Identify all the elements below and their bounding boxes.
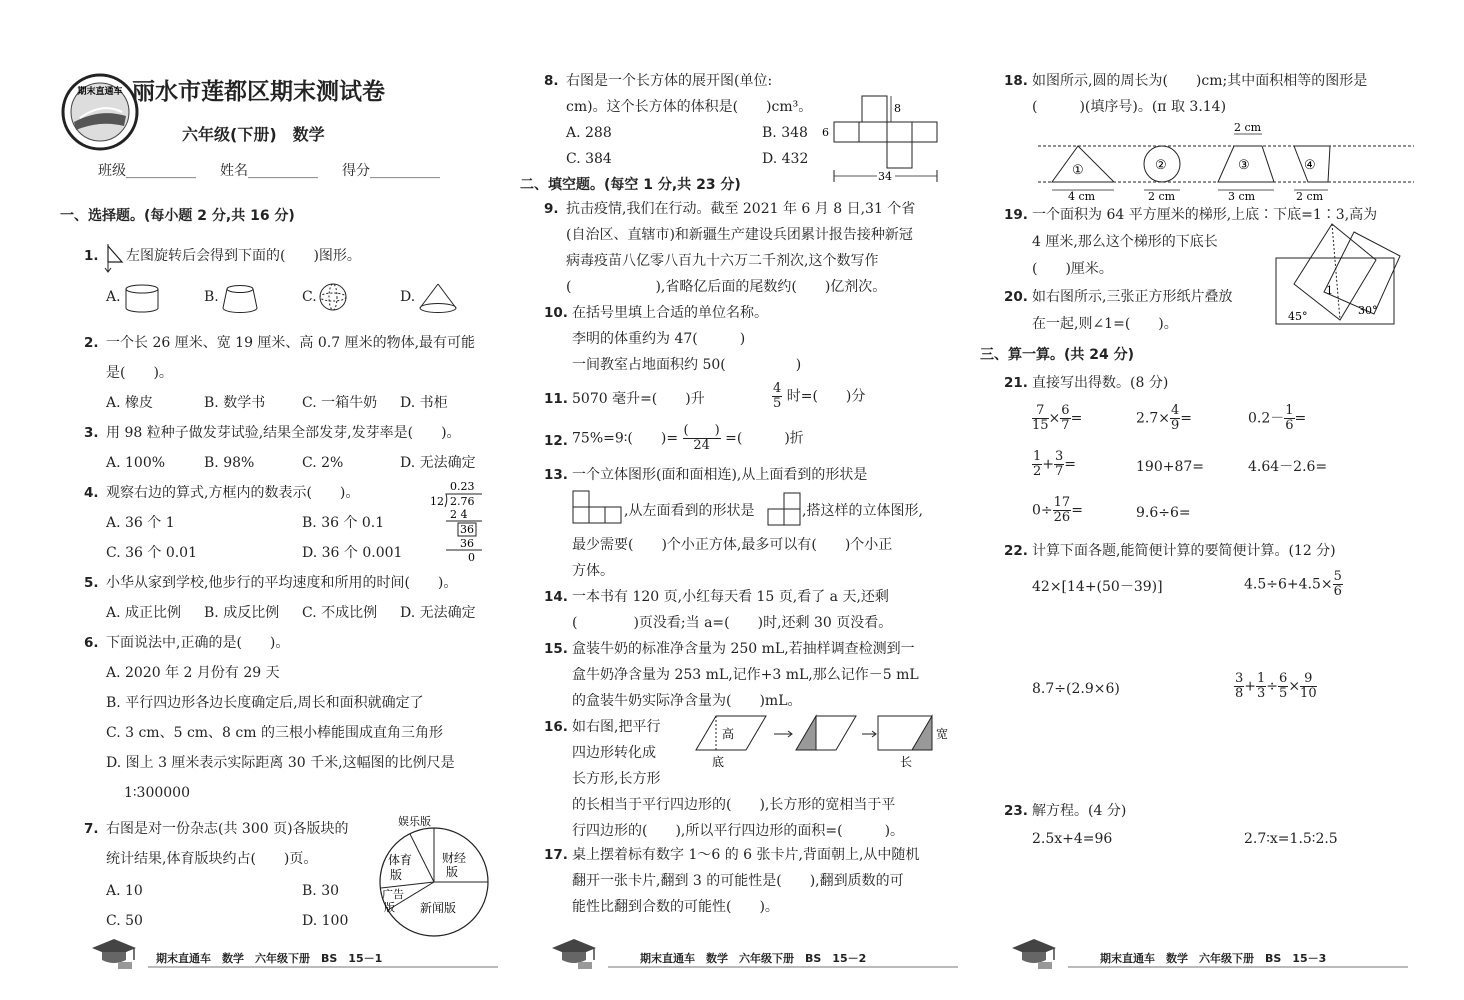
section-2-heading: 二、填空题。(每空 1 分,共 23 分) <box>520 177 741 193</box>
q1-text: 左图旋转后会得到下面的( )图形。 <box>126 248 361 264</box>
shape-label-4: ④ <box>1304 158 1316 173</box>
q21-item-6: 4.64－2.6= <box>1248 459 1328 475</box>
q22-text: 计算下面各题,能简便计算的要简便计算。(12 分) <box>1032 543 1336 559</box>
label-width: 宽 <box>936 727 949 741</box>
dim-2cm-top: 2 cm <box>1234 121 1262 134</box>
angle-30-label: 30° <box>1358 304 1378 317</box>
q21-item-1: $\frac{7}{15}$ × $\frac{6}{7}$ = <box>1032 403 1083 433</box>
q14-line2: ( )页没看;当 a=( )时,还剩 30 页没看。 <box>572 615 893 631</box>
page-3-footer: 期末直通车 数学 六年级下册 BS 15－3 <box>1100 952 1327 965</box>
q17-line3: 能性比翻到合数的可能性( )。 <box>572 899 779 915</box>
q6-text: 下面说法中,正确的是( )。 <box>106 635 290 651</box>
q15-line3: 的盒装牛奶实际净含量为( )mL。 <box>572 693 802 709</box>
page-1 <box>60 0 500 1000</box>
graduation-cap-icon <box>1010 936 1058 970</box>
q7-option-d[interactable]: D. 100 <box>302 913 349 929</box>
q3-option-b[interactable]: B. 98% <box>204 455 255 471</box>
q16-line3: 长方形,长方形 <box>572 771 661 787</box>
page-3 <box>980 0 1420 1000</box>
q21-item-2: 2.7× $\frac{4}{9}$ = <box>1136 403 1193 433</box>
q15-line1: 盒装牛奶的标准净含量为 250 mL,若抽样调查检测到一 <box>572 641 915 657</box>
page-1-footer-rule <box>148 966 498 968</box>
q10-line2: 李明的体重约为 47( ) <box>572 331 746 347</box>
q23-text: 解方程。(4 分) <box>1032 803 1127 819</box>
pie-label-ad-2: 版 <box>384 901 395 914</box>
top-view-shape <box>572 490 624 526</box>
section-3-heading: 三、算一算。(共 24 分) <box>980 347 1135 363</box>
class-field[interactable]: 班级__________ <box>98 163 196 179</box>
graduation-cap-icon <box>90 936 138 970</box>
q7-number: 7. <box>84 821 99 837</box>
q11-frac-num: 4 <box>773 381 782 396</box>
div-row3: 36 <box>460 537 474 550</box>
pie-label-finance-2: 版 <box>446 865 459 879</box>
q14-number: 14. <box>544 589 568 605</box>
q15-number: 15. <box>544 641 568 657</box>
frustum-icon <box>220 284 260 314</box>
logo-text: 期末直通车 <box>77 87 123 97</box>
dim-4cm: 4 cm <box>1068 190 1096 203</box>
q7-option-a[interactable]: A. 10 <box>106 883 143 899</box>
q16-line1: 如右图,把平行 <box>572 719 661 735</box>
q15-line2: 盒牛奶净含量为 253 mL,记作+3 mL,那么记作－5 mL <box>572 667 919 683</box>
q13-line1: 一个立体图形(面和面相连),从上面看到的形状是 <box>572 467 868 483</box>
q21-item-8: 9.6÷6= <box>1136 505 1191 521</box>
q2-option-d[interactable]: D. 书柜 <box>400 395 448 411</box>
q12-frac-num: ( ) <box>683 423 720 438</box>
q5-option-c[interactable]: C. 不成比例 <box>302 605 378 621</box>
q7-option-c[interactable]: C. 50 <box>106 913 143 929</box>
q9-line1: 抗击疫情,我们在行动。截至 2021 年 6 月 8 日,31 个省 <box>566 201 916 217</box>
logo-badge <box>60 72 140 152</box>
q17-number: 17. <box>544 847 568 863</box>
q23-number: 23. <box>1004 803 1028 819</box>
parallelogram-transform-figure <box>696 712 960 776</box>
q11-frac-den: 5 <box>773 396 782 411</box>
q20-number: 20. <box>1004 289 1028 305</box>
q23-equation-1: 2.5x+4=96 <box>1032 831 1113 847</box>
q17-line1: 桌上摆着标有数字 1～6 的 6 张卡片,背面朝上,从中随机 <box>572 847 920 863</box>
exam-subtitle: 六年级(下册) 数学 <box>182 125 325 144</box>
q21-item-5: 190+87= <box>1136 459 1204 475</box>
q13-line4: 方体。 <box>572 563 614 579</box>
q20-line2: 在一起,则∠1=( )。 <box>1032 316 1178 332</box>
q6-option-d[interactable]: D. 图上 3 厘米表示实际距离 30 千米,这幅图的比例尺是 <box>106 755 455 771</box>
q18-line2: ( )(填序号)。(π 取 3.14) <box>1032 99 1227 115</box>
q2-text-line1: 一个长 26 厘米、宽 19 厘米、高 0.7 厘米的物体,最有可能 <box>106 335 476 351</box>
q22-expr-4: $\frac{3}{8}$ + $\frac{1}{3}$ ÷ $\frac{6}{5}$ × $\frac{9}{10}$ <box>1235 671 1317 701</box>
q1-option-b[interactable]: B. <box>204 289 219 305</box>
sphere-icon <box>318 282 350 314</box>
q1-option-a[interactable]: A. <box>106 289 121 305</box>
q23-equation-2: 2.7∶x=1.5∶2.5 <box>1244 831 1338 847</box>
q8-option-b[interactable]: B. 348 <box>762 125 808 141</box>
net-dim-6: 6 <box>822 126 829 139</box>
q11-number: 11. <box>544 391 568 407</box>
div-divisor: 12 <box>430 495 444 508</box>
q5-option-a[interactable]: A. 成正比例 <box>106 605 182 621</box>
q19-line1: 一个面积为 64 平方厘米的梯形,上底∶下底=1∶3,高为 <box>1032 207 1378 223</box>
q19-number: 19. <box>1004 207 1028 223</box>
q13-line2b: ,搭这样的立体图形, <box>802 503 923 519</box>
q3-text: 用 98 粒种子做发芽试验,结果全部发芽,发芽率是( )。 <box>106 425 461 441</box>
q8-option-d[interactable]: D. 432 <box>762 151 809 167</box>
cylinder-icon <box>122 284 162 314</box>
q16-line4: 的长相当于平行四边形的( ),长方形的宽相当于平 <box>572 797 896 813</box>
q12-number: 12. <box>544 433 568 449</box>
div-remainder: 0 <box>468 551 475 564</box>
equal-area-shapes-figure <box>1038 122 1418 202</box>
q4-option-b[interactable]: B. 36 个 0.1 <box>302 515 385 531</box>
q11-part-a: 5070 毫升=( )升 <box>572 391 705 407</box>
q6-option-b[interactable]: B. 平行四边形各边长度确定后,周长和面积就确定了 <box>106 695 424 711</box>
left-view-shape <box>766 492 804 526</box>
q10-number: 10. <box>544 305 568 321</box>
label-length: 长 <box>900 755 913 769</box>
q4-option-d[interactable]: D. 36 个 0.001 <box>302 545 403 561</box>
q17-line2: 翻开一张卡片,翻到 3 的可能性是( ),翻到质数的可 <box>572 873 904 889</box>
magazine-pie-chart <box>378 812 494 938</box>
dim-2cm-para: 2 cm <box>1296 190 1324 203</box>
q3-number: 3. <box>84 425 99 441</box>
page-1-footer: 期末直通车 数学 六年级下册 BS 15－1 <box>156 952 383 965</box>
q6-number: 6. <box>84 635 99 651</box>
q19-line2: 4 厘米,那么这个梯形的下底长 <box>1032 234 1218 250</box>
q2-option-a[interactable]: A. 橡皮 <box>106 395 154 411</box>
q8-option-a[interactable]: A. 288 <box>566 125 612 141</box>
pie-label-entertainment: 娱乐版 <box>398 815 431 828</box>
cuboid-net-figure <box>820 94 940 184</box>
q11-part-b: 时=( )分 <box>786 388 866 405</box>
rotate-triangle-figure <box>102 242 128 274</box>
q2-option-c[interactable]: C. 一箱牛奶 <box>302 395 378 411</box>
q18-line1: 如图所示,圆的周长为( )cm;其中面积相等的图形是 <box>1032 73 1368 89</box>
q1-number: 1. <box>84 248 99 264</box>
q12-expression <box>572 424 804 453</box>
q9-line2: (自治区、直辖市)和新疆生产建设兵团累计报告接种新冠 <box>566 227 913 243</box>
pie-label-ad-1: 广告 <box>382 888 404 901</box>
q10-line1: 在括号里填上合适的单位名称。 <box>572 305 768 321</box>
angle-1-label: 1 <box>1326 284 1333 297</box>
q9-line4: ( ),省略亿后面的尾数约( )亿剂次。 <box>566 279 887 295</box>
shape-label-3: ③ <box>1238 158 1250 173</box>
overlapping-squares-figure <box>1274 222 1404 328</box>
net-dim-8: 8 <box>894 102 901 115</box>
q9-number: 9. <box>544 201 559 217</box>
q6-option-c[interactable]: C. 3 cm、5 cm、8 cm 的三根小棒能围成直角三角形 <box>106 725 443 741</box>
q7-text-line1: 右图是对一份杂志(共 300 页)各版块的 <box>106 821 349 837</box>
q18-number: 18. <box>1004 73 1028 89</box>
q4-text: 观察右边的算式,方框内的数表示( )。 <box>106 485 360 501</box>
page-2 <box>520 0 960 1000</box>
q2-number: 2. <box>84 335 99 351</box>
q21-number: 21. <box>1004 375 1028 391</box>
q3-option-d[interactable]: D. 无法确定 <box>400 455 476 471</box>
q3-option-a[interactable]: A. 100% <box>106 455 166 471</box>
q7-text-line2: 统计结果,体育版块约占( )页。 <box>106 851 318 867</box>
q13-line3: 最少需要( )个小正方体,最多可以有( )个小正 <box>572 537 893 553</box>
pie-label-news: 新闻版 <box>420 901 457 915</box>
graduation-cap-icon <box>550 936 598 970</box>
exam-title: 丽水市莲都区期末测试卷 <box>132 79 385 105</box>
q1-option-c[interactable]: C. <box>302 289 317 305</box>
pie-label-sports-2: 版 <box>390 868 403 882</box>
q7-option-b[interactable]: B. 30 <box>302 883 340 899</box>
q6-option-d-cont: 1∶300000 <box>124 785 190 801</box>
q2-option-b[interactable]: B. 数学书 <box>204 395 266 411</box>
q4-option-c[interactable]: C. 36 个 0.01 <box>106 545 197 561</box>
dim-2cm-circle: 2 cm <box>1148 190 1176 203</box>
q13-number: 13. <box>544 467 568 483</box>
q8-number: 8. <box>544 73 559 89</box>
dim-3cm: 3 cm <box>1228 190 1256 203</box>
q8-text-line1: 右图是一个长方体的展开图(单位: <box>566 73 773 89</box>
pie-label-finance-1: 财经 <box>442 851 467 865</box>
q5-option-d[interactable]: D. 无法确定 <box>400 605 476 621</box>
page-3-footer-rule <box>1068 966 1408 968</box>
q3-option-c[interactable]: C. 2% <box>302 455 344 471</box>
q14-line1: 一本书有 120 页,小红每天看 15 页,看了 a 天,还剩 <box>572 589 889 605</box>
q22-expr-2: 4.5÷6+4.5× $\frac{5}{6}$ <box>1244 569 1342 599</box>
label-height: 高 <box>722 727 735 741</box>
q4-number: 4. <box>84 485 99 501</box>
div-boxed-36: 36 <box>460 523 474 536</box>
q13-line2a: ,从左面看到的形状是 <box>624 503 755 519</box>
div-quotient: 0.23 <box>450 480 475 493</box>
q4-option-a[interactable]: A. 36 个 1 <box>106 515 175 531</box>
q22-expr-1: 42×[14+(50－39)] <box>1032 579 1163 595</box>
q16-line5: 行四边形的( ),所以平行四边形的面积=( )。 <box>572 823 905 839</box>
q11-fraction <box>772 382 865 411</box>
div-dividend: 2.76 <box>450 495 475 508</box>
q5-text: 小华从家到学校,他步行的平均速度和所用的时间( )。 <box>106 575 458 591</box>
q8-option-c[interactable]: C. 384 <box>566 151 612 167</box>
q9-line3: 病毒疫苗八亿零八百九十六万二千剂次,这个数写作 <box>566 253 879 269</box>
q5-option-b[interactable]: B. 成反比例 <box>204 605 280 621</box>
q12-part-a: 75%=9∶( )= <box>572 430 679 447</box>
shape-label-2: ② <box>1155 158 1167 173</box>
q19-line3: ( )厘米。 <box>1032 261 1113 277</box>
q16-line2: 四边形转化成 <box>572 745 656 761</box>
q12-frac-den: 24 <box>693 438 710 453</box>
q22-number: 22. <box>1004 543 1028 559</box>
q21-item-7: 0÷ $\frac{17}{26}$ = <box>1032 495 1083 525</box>
q21-item-4: $\frac{1}{2}$ + $\frac{3}{7}$ = <box>1033 449 1077 479</box>
q10-line3: 一间教室占地面积约 50( ) <box>572 357 802 373</box>
page-2-footer-rule <box>608 966 958 968</box>
label-base: 底 <box>712 755 725 769</box>
q8-text-line2: cm)。这个长方体的体积是( )cm³。 <box>566 99 813 115</box>
q16-number: 16. <box>544 719 568 735</box>
q1-option-d[interactable]: D. <box>400 289 416 305</box>
q2-text-line2: 是( )。 <box>106 365 173 381</box>
name-field[interactable]: 姓名__________ <box>220 163 318 179</box>
section-1-heading: 一、选择题。(每小题 2 分,共 16 分) <box>60 208 295 224</box>
pie-label-sports-1: 体育 <box>388 853 413 867</box>
q5-number: 5. <box>84 575 99 591</box>
q21-item-3: 0.2－ $\frac{1}{6}$ = <box>1248 403 1307 433</box>
q22-expr-3: 8.7÷(2.9×6) <box>1032 681 1120 697</box>
q20-line1: 如右图所示,三张正方形纸片叠放 <box>1032 289 1233 305</box>
q21-text: 直接写出得数。(8 分) <box>1032 375 1169 391</box>
page-2-footer: 期末直通车 数学 六年级下册 BS 15－2 <box>640 952 867 965</box>
q12-part-b: =( )折 <box>725 430 804 447</box>
shape-label-1: ① <box>1072 163 1084 178</box>
cone-icon <box>416 282 460 316</box>
score-field[interactable]: 得分__________ <box>342 163 440 179</box>
q6-option-a[interactable]: A. 2020 年 2 月份有 29 天 <box>106 665 280 681</box>
net-dim-34: 34 <box>878 170 892 183</box>
angle-45-label: 45° <box>1288 310 1308 323</box>
div-row1: 2 4 <box>450 508 468 521</box>
long-division-figure <box>428 480 488 566</box>
